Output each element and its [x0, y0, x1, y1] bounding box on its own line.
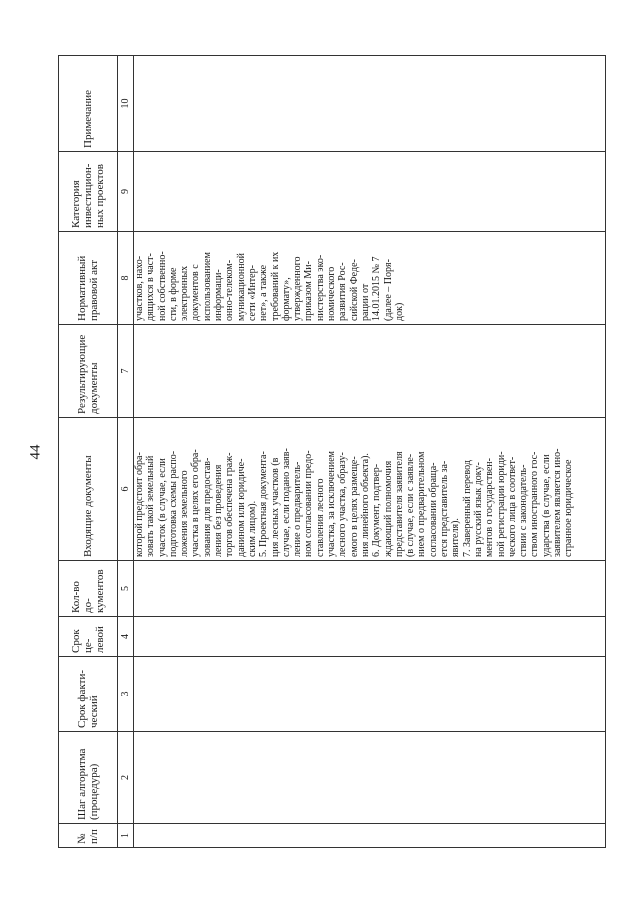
header-cell: Нормативный правовой акт — [59, 232, 118, 325]
header-cell: Категория инвестицион- ных проектов — [59, 152, 118, 232]
header-cell: Кол-во до- кументов — [59, 561, 118, 617]
column-number: 2 — [118, 732, 134, 824]
procedure-table-frame — [58, 56, 606, 848]
column-number: 4 — [118, 617, 134, 657]
column-number: 7 — [118, 325, 134, 418]
header-row — [59, 56, 118, 848]
term-actual-cell — [134, 657, 606, 732]
column-number: 6 — [118, 418, 134, 561]
table-row — [134, 56, 606, 848]
note-cell — [134, 56, 606, 152]
column-number-row — [118, 56, 134, 848]
step-cell — [134, 732, 606, 824]
legal-act-cell: участков, нахо- дящихся в част- ной собственно- сти, в форме электронных документов с использованием информаци- онно-телеком- муникационной сети «Интер- нет», а также требований к их формату», утвержденного приказом Ми- нистерства эко- номического развития Рос- сийской Феде- рации от 14.01.2015 № 7 (далее – Поря- док) — [134, 232, 606, 325]
header-cell: Результирующие документы — [59, 325, 118, 418]
header-cell: Шаг алгоритма (процедура) — [59, 732, 118, 824]
row-number-cell — [134, 824, 606, 848]
term-target-cell — [134, 617, 606, 657]
incoming-docs-cell: которой предстоит обра- зовать такой земельный участок (в случае, если подготовка схемы распо- ложения земельного участка в целях его обра- зования для предостав- ления без проведения торгов обеспечена граж- данином или юридиче- ским лицом). 5. Проектная документа- ция лесных участков (в случае, если подано заяв- ление о предваритель- ном согласовании предо- ставления лесного участка, за исключением лесного участка, образу- емого в целях размеще- ния линейного объекта). 6. Документ, подтвер- ждающий полномочия представителя заявителя (в случае, если с заявле- нием о предварительном согласовании обраща- ется представитель за- явителя). 7. Заверенный перевод на русский язык доку- ментов о государствен- ной регистрации юриди- ческого лица в соответ- ствии с законодатель- ством иностранного гос- ударства (в случае, если заявителем является ино- странное юридическое — [134, 418, 606, 561]
header-cell: № п/п — [59, 824, 118, 848]
header-cell: Срок факти- ческий — [59, 657, 118, 732]
category-cell — [134, 152, 606, 232]
column-number: 9 — [118, 152, 134, 232]
result-docs-cell — [134, 325, 606, 418]
doc-count-cell — [134, 561, 606, 617]
column-number: 5 — [118, 561, 134, 617]
column-number: 8 — [118, 232, 134, 325]
header-cell: Примечание — [59, 56, 118, 152]
column-number: 1 — [118, 824, 134, 848]
procedure-table — [58, 55, 606, 848]
header-cell: Срок це- левой — [59, 617, 118, 657]
column-number: 3 — [118, 657, 134, 732]
page-number: 44 — [27, 444, 44, 460]
header-cell: Входящие документы — [59, 418, 118, 561]
column-number: 10 — [118, 56, 134, 152]
